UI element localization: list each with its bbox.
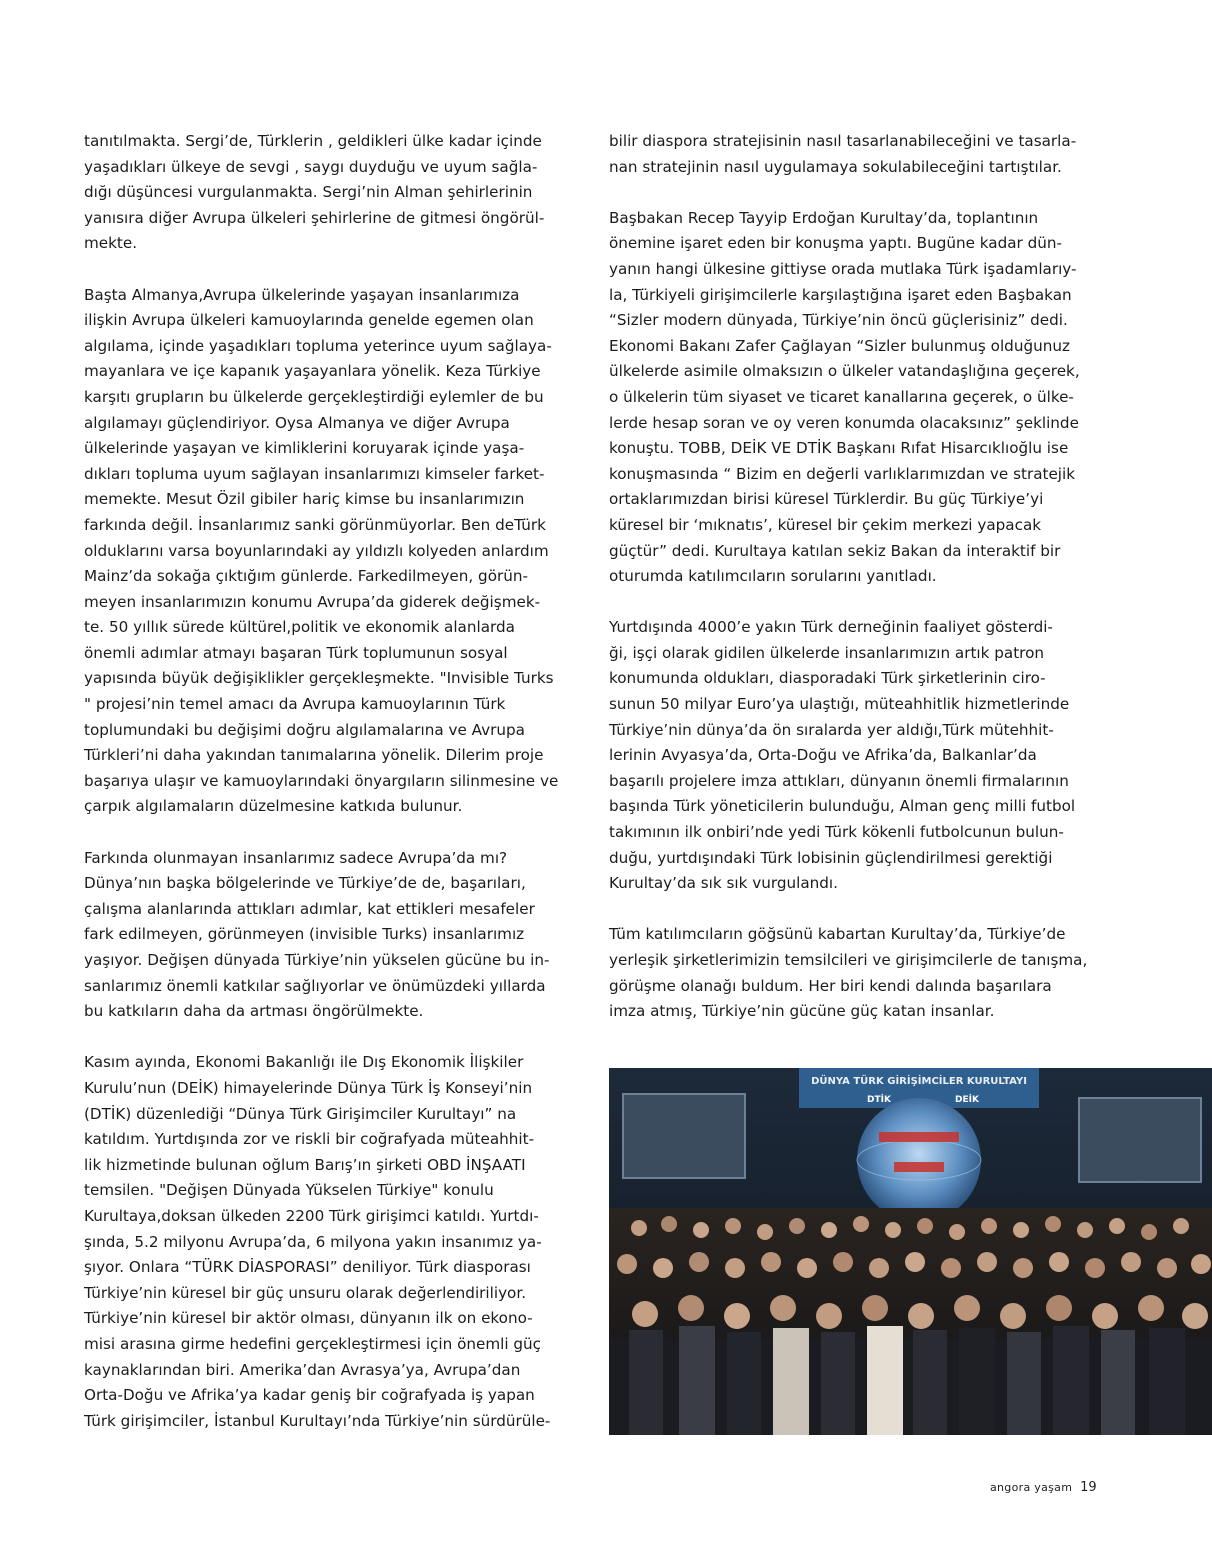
conference-group-photo [609, 1068, 1212, 1435]
text-line: Kasım ayında, Ekonomi Bakanlığı ile Dış Ekonomik İlişkiler [84, 1053, 524, 1072]
text-line: yaşıyor. Değişen dünyada Türkiye’nin yükselen gücüne bu in- [84, 951, 550, 969]
text-line: Başbakan Recep Tayyip Erdoğan Kurultay’da, toplantının [609, 208, 1039, 227]
text-line: dığı düşüncesi vurgulanmakta. Sergi’nin Alman şehirlerinin [84, 183, 533, 202]
text-line: meyen insanlarımızın konumu Avrupa’da giderek değişmek- [84, 592, 541, 611]
text-line: Mainz’da sokağa çıktığım günlerde. Farkedilmeyen, görün- [84, 567, 528, 586]
text-line: lik hizmetinde bulunan oğlum Barış’ın şirketi OBD İNŞAATI [84, 1155, 526, 1174]
text-line: yanın hangi ülkesine gittiyse orada mutlaka Türk işadamlarıy- [609, 259, 1077, 278]
text-line: karşıtı grupların bu ülkelerde gerçekleştirdiği eylemler de bu [84, 387, 544, 406]
text-line: bu katkıların daha da artması öngörülmekte. [84, 1002, 424, 1021]
text-line: Türk girişimciler, İstanbul Kurultayı’nda Türkiye’nin sürdürüle- [84, 1411, 551, 1430]
text-line: takımının ilk onbiri’nde yedi Türk kökenli futbolcunun bulun- [609, 823, 1064, 842]
text-line: çalışma alanlarında attıkları adımlar, kat ettikleri mesafeler [84, 899, 535, 918]
text-line: önemine işaret eden bir konuşma yaptı. Bugüne kadar dün- [609, 234, 1062, 253]
text-line: " projesi’nin temel amacı da Avrupa kamuoylarının Türk [84, 695, 506, 714]
text-line: şında, 5.2 milyonu Avrupa’da, 6 milyona yakın insanımız ya- [84, 1232, 542, 1251]
text-line: nan stratejinin nasıl uygulamaya sokulabileceğini tartıştılar. [609, 157, 1062, 176]
paragraph [84, 129, 589, 257]
text-line: olduklarını varsa boyunlarındaki ay yıldızlı kolyeden anlardım [84, 541, 549, 560]
text-line: Orta-Doğu ve Afrika’ya kadar geniş bir coğrafyada iş yapan [84, 1386, 535, 1405]
text-line: lerde hesap soran ve oy veren konumda olacaksınız” şeklinde [609, 413, 1079, 432]
text-line: Türkiye’nin dünya’da ön sıralarda yer aldığı,Türk mütehhit- [609, 720, 1054, 739]
paragraph [609, 922, 1114, 1024]
text-line: Türkleri’ni daha yakından tanımalarına yönelik. Dilerim proje [84, 746, 544, 765]
text-line: fark edilmeyen, görünmeyen (invisible Turks) insanlarımız [84, 925, 525, 944]
paragraph [609, 206, 1114, 590]
text-line: ülkelerinde yaşayan ve kimliklerini koruyarak içinde yaşa- [84, 439, 525, 458]
text-line: başarılı projelere imza attıkları, dünyanın önemli firmalarının [609, 771, 1069, 790]
text-line: imza atmış, Türkiye’nin gücüne güç katan insanlar. [609, 1002, 995, 1021]
left-text-column [84, 129, 589, 1460]
paragraph [84, 283, 589, 820]
text-line: toplumundaki bu değişimi doğru algılamalarına ve Avrupa [84, 720, 525, 739]
text-line: Yurtdışında 4000’e yakın Türk derneğinin faaliyet gösterdi- [609, 618, 1053, 637]
text-line: temsilen. "Değişen Dünyada Yükselen Türkiye" konulu [84, 1181, 494, 1200]
text-line: yanısıra diğer Avrupa ülkeleri şehirlerine de gitmesi öngörül- [84, 208, 545, 227]
text-line: mekte. [84, 234, 138, 253]
text-line: Kurultaya,doksan ülkeden 2200 Türk girişimci katıldı. Yurtdı- [84, 1206, 539, 1225]
text-line: duğu, yurtdışındaki Türk lobisinin güçlendirilmesi gerektiği [609, 848, 1053, 867]
text-line: sanlarımız önemli katkılar sağlıyorlar ve önümüzdeki yıllarda [84, 976, 546, 995]
text-line: oturumda katılımcıların sorularını yanıtladı. [609, 567, 937, 586]
text-line: Farkında olunmayan insanlarımız sadece Avrupa’da mı? [84, 848, 508, 867]
text-line: o ülkelerin tüm siyaset ve ticaret kanallarına geçerek, o ülke- [609, 387, 1074, 406]
banner-text: DÜNYA TÜRK GİRİŞİMCİLER KURULTAYI [811, 1076, 1027, 1087]
text-line: la, Türkiyeli girişimcilerle karşılaştığına işaret eden Başbakan [609, 285, 1072, 304]
text-line: farkında değil. İnsanlarımız sanki görünmüyorlar. Ben deTürk [84, 515, 546, 534]
text-line: Dünya’nın başka bölgelerinde ve Türkiye’de de, başarıları, [84, 874, 526, 893]
paragraph [84, 846, 589, 1025]
page-footer [990, 1480, 1097, 1495]
text-line: Tüm katılımcıların göğsünü kabartan Kurultay’da, Türkiye’de [609, 925, 1066, 944]
text-line: lerinin Avyasya’da, Orta-Doğu ve Afrika’da, Balkanlar’da [609, 746, 1037, 765]
text-line: yaşadıkları ülkeye de sevgi , saygı duyduğu ve uyum sağla- [84, 157, 538, 176]
paragraph [609, 129, 1114, 180]
text-line: misi arasına girme hedefini gerçekleştirmesi için önemli güç [84, 1334, 542, 1353]
page-number: 19 [1080, 1480, 1097, 1495]
text-line: “Sizler modern dünyada, Türkiye’nin öncü güçlerisiniz” dedi. [609, 311, 1068, 330]
text-line: yerleşik şirketlerimizin temsilcileri ve girişimcilerle de tanışma, [609, 951, 1088, 969]
text-line: güçtür” dedi. Kurultaya katılan sekiz Bakan da interaktif bir [609, 541, 1061, 560]
text-line: ilişkin Avrupa ülkeleri kamuoylarında genelde egemen olan [84, 311, 534, 330]
deik-logo: DEİK [955, 1095, 979, 1105]
text-line: te. 50 yıllık sürede kültürel,politik ve ekonomik alanlarda [84, 618, 515, 637]
text-line: bilir diaspora stratejisinin nasıl tasarlanabileceğini ve tasarla- [609, 132, 1077, 150]
text-line: algılamayı güçlendiriyor. Oysa Almanya ve diğer Avrupa [84, 413, 510, 432]
text-line: Kurulu’nun (DEİK) himayelerinde Dünya Türk İş Konseyi’nin [84, 1078, 533, 1097]
text-line: mayanlara ve içe kapanık yaşayanlara yönelik. Keza Türkiye [84, 362, 541, 381]
text-line: şıyor. Onlara “TÜRK DİASPORASI” deniliyor. Türk diasporası [84, 1258, 531, 1277]
paragraph [84, 1050, 589, 1434]
publication-name: angora yaşam [990, 1481, 1073, 1494]
text-line: Kurultay’da sık sık vurgulandı. [609, 874, 838, 893]
text-line: sunun 50 milyar Euro’ya ulaştığı, müteahhitlik hizmetlerinde [609, 695, 1070, 714]
text-line: konuşmasında “ Bizim en değerli varlıklarımızdan ve stratejik [609, 464, 1076, 483]
text-line: ortaklarımızdan birisi küresel Türklerdir. Bu güç Türkiye’yi [609, 490, 1044, 509]
text-line: (DTİK) düzenlediği “Dünya Türk Girişimciler Kurultayı” na [84, 1104, 517, 1123]
text-line: görüşme olanağı buldum. Her biri kendi dalında başarılara [609, 976, 1052, 995]
text-line: küresel bir ‘mıknatıs’, küresel bir çekim merkezi yapacak [609, 515, 1042, 534]
text-line: dıkları topluma uyum sağlayan insanlarımızı kimseler farket- [84, 464, 545, 483]
text-line: başında Türk yöneticilerin bulunduğu, Alman genç milli futbol [609, 797, 1076, 816]
text-line: önemli adımlar atmayı başaran Türk toplumunun sosyal [84, 643, 508, 662]
text-line: tanıtılmakta. Sergi’de, Türklerin , geldikleri ülke kadar içinde [84, 132, 542, 150]
text-line: çarpık algılamaların düzelmesine katkıda bulunur. [84, 797, 463, 816]
text-line: memekte. Mesut Özil gibiler hariç kimse bu insanlarımızın [84, 490, 525, 509]
text-line: yapısında büyük değişiklikler gerçekleşmekte. "Invisible Turks [84, 669, 554, 688]
text-line: başarıya ulaşır ve kamuoylarındaki önyargıların silinmesine ve [84, 771, 559, 790]
text-line: konuştu. TOBB, DEİK VE DTİK Başkanı Rıfat Hisarcıklıoğlu ise [609, 439, 1069, 458]
text-line: Türkiye’nin küresel bir güç unsuru olarak değerlendiriliyor. [84, 1283, 527, 1302]
right-text-column [609, 129, 1114, 1050]
text-line: ülkelerde asimile olmaksızın o ülkeler vatandaşlığına geçerek, [609, 362, 1080, 381]
text-line: Türkiye’nin küresel bir aktör olması, dünyanın ilk on ekono- [84, 1309, 533, 1328]
text-line: Ekonomi Bakanı Zafer Çağlayan “Sizler bulunmuş olduğunuz [609, 336, 1070, 355]
text-line: Başta Almanya,Avrupa ülkelerinde yaşayan insanlarımıza [84, 285, 520, 304]
text-line: katıldım. Yurtdışında zor ve riskli bir coğrafyada müteahhit- [84, 1130, 535, 1149]
text-line: ği, işçi olarak gidilen ülkelerde insanlarımızın artık patron [609, 643, 1044, 662]
text-line: algılama, içinde yaşadıkları topluma yeterince uyum sağlaya- [84, 336, 552, 355]
paragraph [609, 615, 1114, 897]
dtik-logo: DTİK [867, 1095, 891, 1105]
text-line: konumunda oldukları, diasporadaki Türk şirketlerinin ciro- [609, 669, 1046, 688]
text-line: kaynaklarından biri. Amerika’dan Avrasya’ya, Avrupa’dan [84, 1360, 521, 1379]
